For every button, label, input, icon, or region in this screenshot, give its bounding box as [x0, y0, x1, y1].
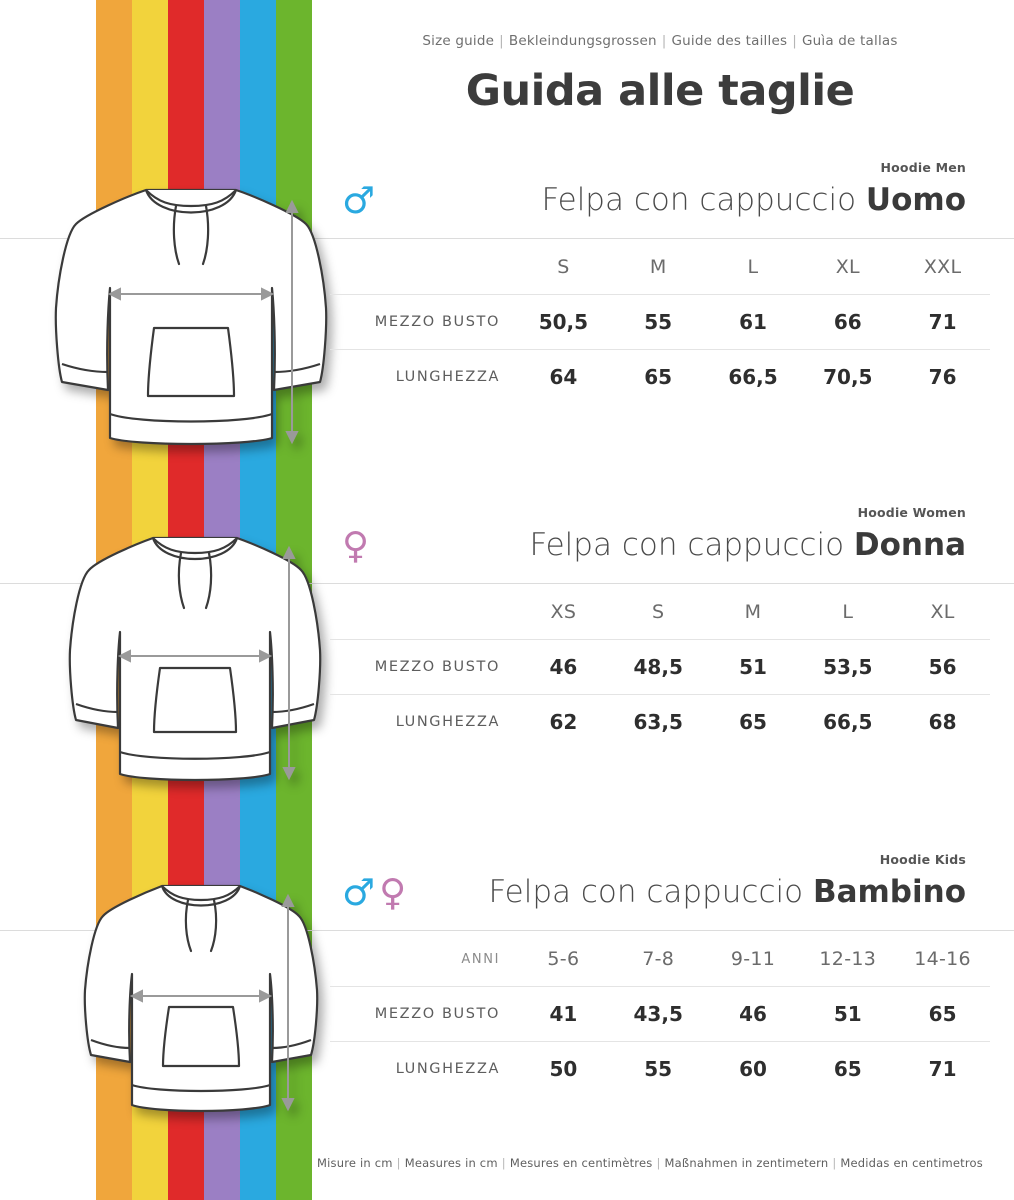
female-symbol-icon: ♀	[379, 871, 407, 914]
women-size-header: S	[652, 601, 665, 623]
section-men	[330, 160, 990, 404]
section-women-gender-icons	[342, 524, 370, 567]
section-men-title-light: Felpa con cappuccio	[541, 182, 866, 218]
women-cell: 68	[895, 695, 990, 750]
kids-cell: 46	[706, 987, 801, 1042]
footer-notes	[310, 1156, 990, 1170]
size-table-women	[330, 585, 990, 749]
kids-cell: 65	[800, 1042, 895, 1097]
section-men-title-row	[330, 179, 990, 222]
section-women-title	[529, 527, 966, 563]
table-row	[330, 295, 990, 350]
section-men-subtitle: Hoodie Men	[880, 160, 966, 175]
lang-fr: Guide des tailles	[671, 33, 788, 49]
men-cell: 66,5	[706, 350, 801, 405]
men-size-header: XL	[835, 256, 860, 278]
kids-size-header: 12-13	[819, 948, 877, 970]
women-cell: 62	[516, 695, 611, 750]
men-size-header: M	[649, 256, 667, 278]
lang-sep-1: |	[499, 33, 504, 49]
kids-size-header: 5-6	[547, 948, 580, 970]
table-header-row	[330, 932, 990, 987]
footer-note-fr: Mesures en centimètres	[509, 1156, 653, 1170]
footer-note-es: Medidas en centimetros	[840, 1156, 983, 1170]
women-row-label: MEZZO BUSTO	[330, 640, 516, 695]
language-line	[330, 33, 990, 49]
women-size-header: M	[744, 601, 762, 623]
table-header-row	[330, 240, 990, 295]
women-cell: 66,5	[800, 695, 895, 750]
men-cell: 66	[800, 295, 895, 350]
men-row-label: LUNGHEZZA	[330, 350, 516, 405]
section-kids-gender-icons	[342, 871, 407, 914]
female-symbol-icon: ♀	[342, 524, 370, 567]
section-women-subtitle: Hoodie Women	[857, 505, 966, 520]
size-table-kids	[330, 932, 990, 1096]
page-header	[330, 0, 990, 116]
kids-cell: 41	[516, 987, 611, 1042]
lang-en: Size guide	[422, 33, 495, 49]
kids-row-label: MEZZO BUSTO	[330, 987, 516, 1042]
women-cell: 51	[706, 640, 801, 695]
kids-size-header: 9-11	[730, 948, 776, 970]
kids-cell: 43,5	[611, 987, 706, 1042]
women-cell: 48,5	[611, 640, 706, 695]
footer-note-de: Maßnahmen in zentimetern	[664, 1156, 829, 1170]
hoodie-women-illustration	[60, 516, 330, 810]
men-cell: 70,5	[800, 350, 895, 405]
male-symbol-icon: ♂	[342, 871, 376, 914]
women-size-header: L	[842, 601, 854, 623]
section-men-gender-icons	[342, 179, 376, 222]
men-cell: 71	[895, 295, 990, 350]
section-kids-subtitle: Hoodie Kids	[879, 852, 966, 867]
section-women-title-light: Felpa con cappuccio	[529, 527, 854, 563]
lang-sep-2: |	[661, 33, 667, 49]
section-kids	[330, 852, 990, 1096]
kids-header-label: ANNI	[461, 951, 500, 967]
men-size-header: L	[747, 256, 759, 278]
men-cell: 50,5	[516, 295, 611, 350]
women-size-header: XS	[550, 601, 577, 623]
kids-cell: 50	[516, 1042, 611, 1097]
footer-note-it: Misure in cm	[317, 1156, 393, 1170]
men-header-label	[330, 240, 516, 295]
footer-note-en: Measures in cm	[404, 1156, 498, 1170]
women-cell: 46	[516, 640, 611, 695]
kids-size-header: 14-16	[914, 948, 971, 970]
table-row	[330, 1042, 990, 1097]
lang-sep-3: |	[792, 33, 797, 49]
footer-sep-1: |	[396, 1156, 401, 1170]
men-size-header: XXL	[923, 256, 962, 278]
kids-cell: 60	[706, 1042, 801, 1097]
table-header-row	[330, 585, 990, 640]
kids-cell: 71	[895, 1042, 990, 1097]
page-title: Guida alle taglie	[465, 66, 855, 116]
men-cell: 65	[611, 350, 706, 405]
kids-row-label: LUNGHEZZA	[330, 1042, 516, 1097]
women-cell: 53,5	[800, 640, 895, 695]
section-kids-title-row	[330, 871, 990, 914]
section-men-title	[541, 182, 966, 218]
women-cell: 65	[706, 695, 801, 750]
men-cell: 76	[895, 350, 990, 405]
men-cell: 64	[516, 350, 611, 405]
women-cell: 63,5	[611, 695, 706, 750]
kids-cell: 65	[895, 987, 990, 1042]
section-kids-title	[489, 874, 966, 910]
section-kids-title-bold: Bambino	[812, 874, 966, 910]
table-row	[330, 695, 990, 750]
hoodie-men-illustration	[46, 168, 336, 472]
table-row	[330, 640, 990, 695]
section-women-title-bold: Donna	[853, 527, 966, 563]
lang-de: Bekleindungsgrossen	[508, 33, 657, 49]
men-cell: 61	[706, 295, 801, 350]
table-row	[330, 987, 990, 1042]
section-men-title-bold: Uomo	[865, 182, 966, 218]
women-cell: 56	[895, 640, 990, 695]
men-size-header: S	[557, 256, 570, 278]
section-women	[330, 505, 990, 749]
size-table-men	[330, 240, 990, 404]
kids-cell: 51	[800, 987, 895, 1042]
women-row-label: LUNGHEZZA	[330, 695, 516, 750]
table-row	[330, 350, 990, 405]
kids-size-header: 7-8	[642, 948, 675, 970]
kids-cell: 55	[611, 1042, 706, 1097]
male-symbol-icon: ♂	[342, 179, 376, 222]
footer-sep-4: |	[832, 1156, 837, 1170]
hoodie-kids-illustration	[76, 866, 326, 1140]
men-row-label: MEZZO BUSTO	[330, 295, 516, 350]
women-header-label	[330, 585, 516, 640]
women-size-header: XL	[930, 601, 955, 623]
section-women-title-row	[330, 524, 990, 567]
lang-es: Guìa de tallas	[801, 33, 898, 49]
section-kids-title-light: Felpa con cappuccio	[488, 874, 813, 910]
footer-sep-3: |	[656, 1156, 661, 1170]
footer-sep-2: |	[501, 1156, 506, 1170]
men-cell: 55	[611, 295, 706, 350]
